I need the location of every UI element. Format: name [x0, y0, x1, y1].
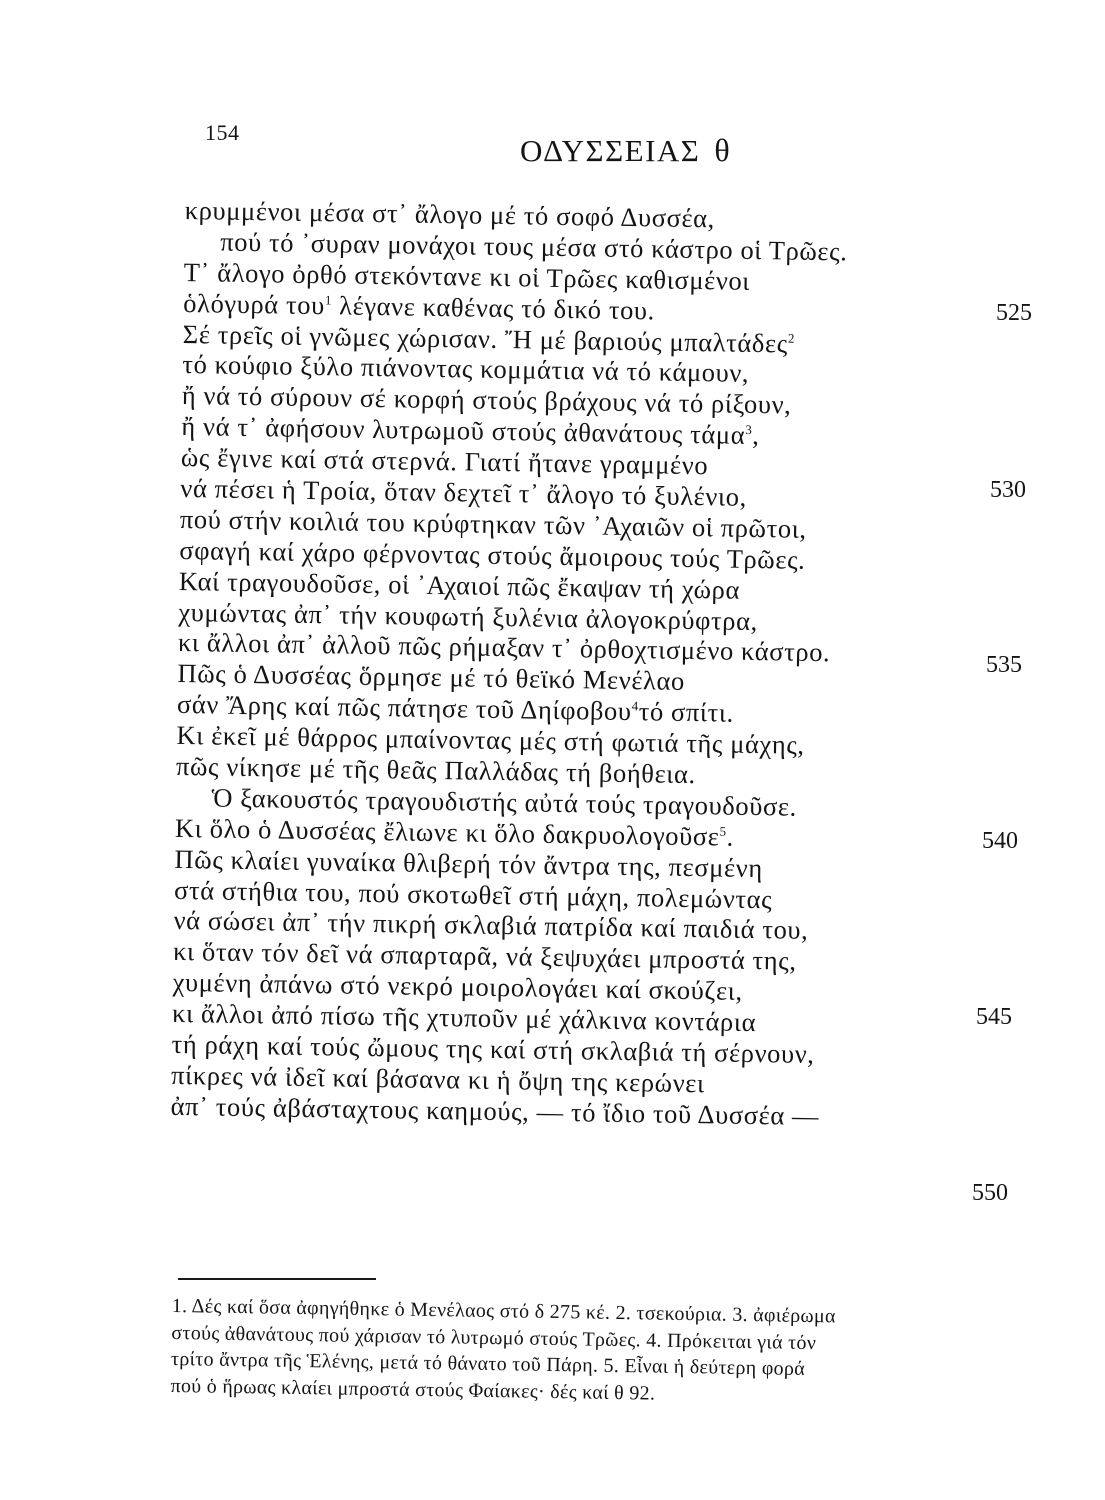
- verse-line: Ὁ ξακουστός τραγουδιστής αὐτά τούς τραγουδοῦσε.: [211, 782, 798, 822]
- verse-line: νά σώσει ἀπ᾿ τήν πικρή σκλαβιά πατρίδα καί παιδιά του,: [173, 905, 809, 946]
- verse-line: πίκρες νά ἰδεῖ καί βάσανα κι ἡ ὄψη της κερώνει: [170, 1059, 705, 1099]
- line-number: 535: [986, 652, 1022, 678]
- page-number: 154: [205, 120, 240, 145]
- footnote-mark: 1: [324, 292, 333, 308]
- footnote-line: στούς ἀθανάτους πού χάρισαν τό λυτρωμό στούς Τρῶες. 4. Πρόκειται γιά τόν: [171, 1321, 817, 1354]
- verse-line: πῶς νίκησε μέ τῆς θεᾶς Παλλάδας τή βοήθεια.: [175, 750, 696, 790]
- footnotes: [170, 1293, 1012, 1412]
- verse-line: ὡς ἔγινε καί στά στερνά. Γιατί ἤτανε γραμμένο: [180, 442, 709, 481]
- verse-line: κι ἄλλοι ἀπό πίσω τῆς χτυποῦν μέ χάλκινα κοντάρια: [171, 998, 757, 1038]
- footnote-line: 1. Δές καί ὅσα ἀφηγήθηκε ὁ Μενέλαος στό δ 275 κέ. 2. τσεκούρια. 3. ἀφιέρωμα: [171, 1294, 836, 1328]
- verse-text: ,: [752, 420, 760, 451]
- verse-line: κι ἄλλοι ἀπ᾿ ἀλλοῦ πῶς ρήμαξαν τ᾿ ὀρθοχτισμένο κάστρο.: [177, 627, 831, 668]
- line-number: 525: [996, 300, 1032, 326]
- verse-line: ἀπ᾿ τούς ἀβάσταχτους καημούς, — τό ἴδιο τοῦ Δυσσέα —: [170, 1090, 820, 1131]
- verse-line: Κι ἐκεῖ μέ θάρρος μπαίνοντας μές στή φωτιά τῆς μάχης,: [176, 720, 805, 760]
- verse-line: νά πέσει ἡ Τροία, ὅταν δεχτεῖ τ᾿ ἄλογο τό ξυλένιο,: [180, 472, 748, 512]
- line-number: 540: [982, 828, 1018, 854]
- verse-line: χυμώντας ἀπ᾿ τήν κουφωτή ξυλένια ἀλογοκρύφτρα,: [178, 596, 759, 636]
- verse-line: Πῶς ὁ Δυσσέας ὅρμησε μέ τό θεϊκό Μενέλαο: [177, 658, 686, 697]
- verse-text: Σέ τρεῖς οἱ γνῶμες χώρισαν. Ἤ μέ βαριούς μπαλτάδες: [182, 318, 789, 359]
- footnote-line: τρίτο ἄντρα τῆς Ἑλένης, μετά τό θάνατο τοῦ Πάρη. 5. Εἶναι ἡ δεύτερη φορά: [170, 1347, 806, 1380]
- verse-line: κι ὅταν τόν δεῖ νά σπαρταρᾶ, νά ξεψυχάει μπροστά της,: [172, 936, 797, 977]
- book-letter: θ: [714, 132, 732, 168]
- line-number: 545: [976, 1004, 1012, 1030]
- verse-line: τό κούφιο ξύλο πιάνοντας κομμάτια νά τό κάμουν,: [182, 349, 750, 389]
- verse-text: σάν Ἄρης καί πῶς πάτησε τοῦ Δηίφοβου: [176, 689, 632, 727]
- running-title: [520, 132, 731, 169]
- verse-line: Πῶς κλαίει γυναίκα θλιβερή τόν ἄντρα της, πεσμένη: [174, 843, 764, 883]
- line-number: 550: [972, 1180, 1008, 1206]
- footnote-mark: 5: [719, 823, 727, 839]
- verse-line: τή ράχη καί τούς ὤμους της καί στή σκλαβιά τή σέρνουν,: [171, 1028, 815, 1070]
- verse-line: ἤ νά τό σύρουν σέ κορφή στούς βράχους νά τό ρίξουν,: [181, 380, 792, 420]
- verse-text: λέγανε καθένας τό δικό του.: [338, 290, 656, 326]
- footnote-mark: 2: [787, 330, 796, 346]
- verse-line: στά στήθια του, πού σκοτωθεῖ στή μάχη, πολεμώντας: [173, 874, 773, 914]
- verse-line: χυμένη ἀπάνω στό νεκρό μοιρολογάει καί σκούζει,: [172, 967, 743, 1007]
- verse-text: ἤ νά τ᾿ ἀφήσουν λυτρωμοῦ στούς ἀθανάτους τάμα: [181, 411, 746, 451]
- verse-line: Τ᾿ ἄλογο ὀρθό στεκόντανε κι οἱ Τρῶες καθισμένοι: [183, 256, 751, 296]
- footnote-mark: 4: [631, 698, 639, 714]
- verse-line: σφαγή καί χάρο φέρνοντας στούς ἄμοιρους τούς Τρῶες.: [179, 534, 806, 575]
- footnote-divider: [178, 1278, 376, 1280]
- running-title-text: ΟΔΥΣΣΕΙΑΣ: [520, 133, 701, 168]
- verse-text: Κι ὅλο ὁ Δυσσέας ἔλιωνε κι ὅλο δακρυολογοῦσε: [174, 812, 720, 852]
- verse-line: κρυμμένοι μέσα στ᾿ ἄλογο μέ τό σοφό Δυσσέα,: [184, 195, 716, 234]
- verse-line: πού στήν κοιλιά του κρύφτηκαν τῶν ᾿Αχαιῶν οἱ πρῶτοι,: [179, 503, 807, 544]
- verse-block: [170, 195, 904, 1133]
- verse-text: τό σπίτι.: [638, 696, 735, 728]
- footnote-line: πού ὁ ἥρωας κλαίει μπροστά στούς Φαίακες· δές καί θ 92.: [170, 1374, 656, 1405]
- line-number: 530: [990, 477, 1026, 503]
- verse-text: .: [726, 821, 735, 852]
- verse-text: ὁλόγυρά του: [183, 287, 326, 320]
- verse-line: Καί τραγουδοῦσε, οἱ ᾿Αχαιοί πῶς ἔκαψαν τή χώρα: [178, 565, 741, 605]
- verse-line: πού τό ᾿συραν μονάχοι τους μέσα στό κάστρο οἱ Τρῶες.: [220, 226, 848, 267]
- footnote-mark: 3: [745, 422, 753, 438]
